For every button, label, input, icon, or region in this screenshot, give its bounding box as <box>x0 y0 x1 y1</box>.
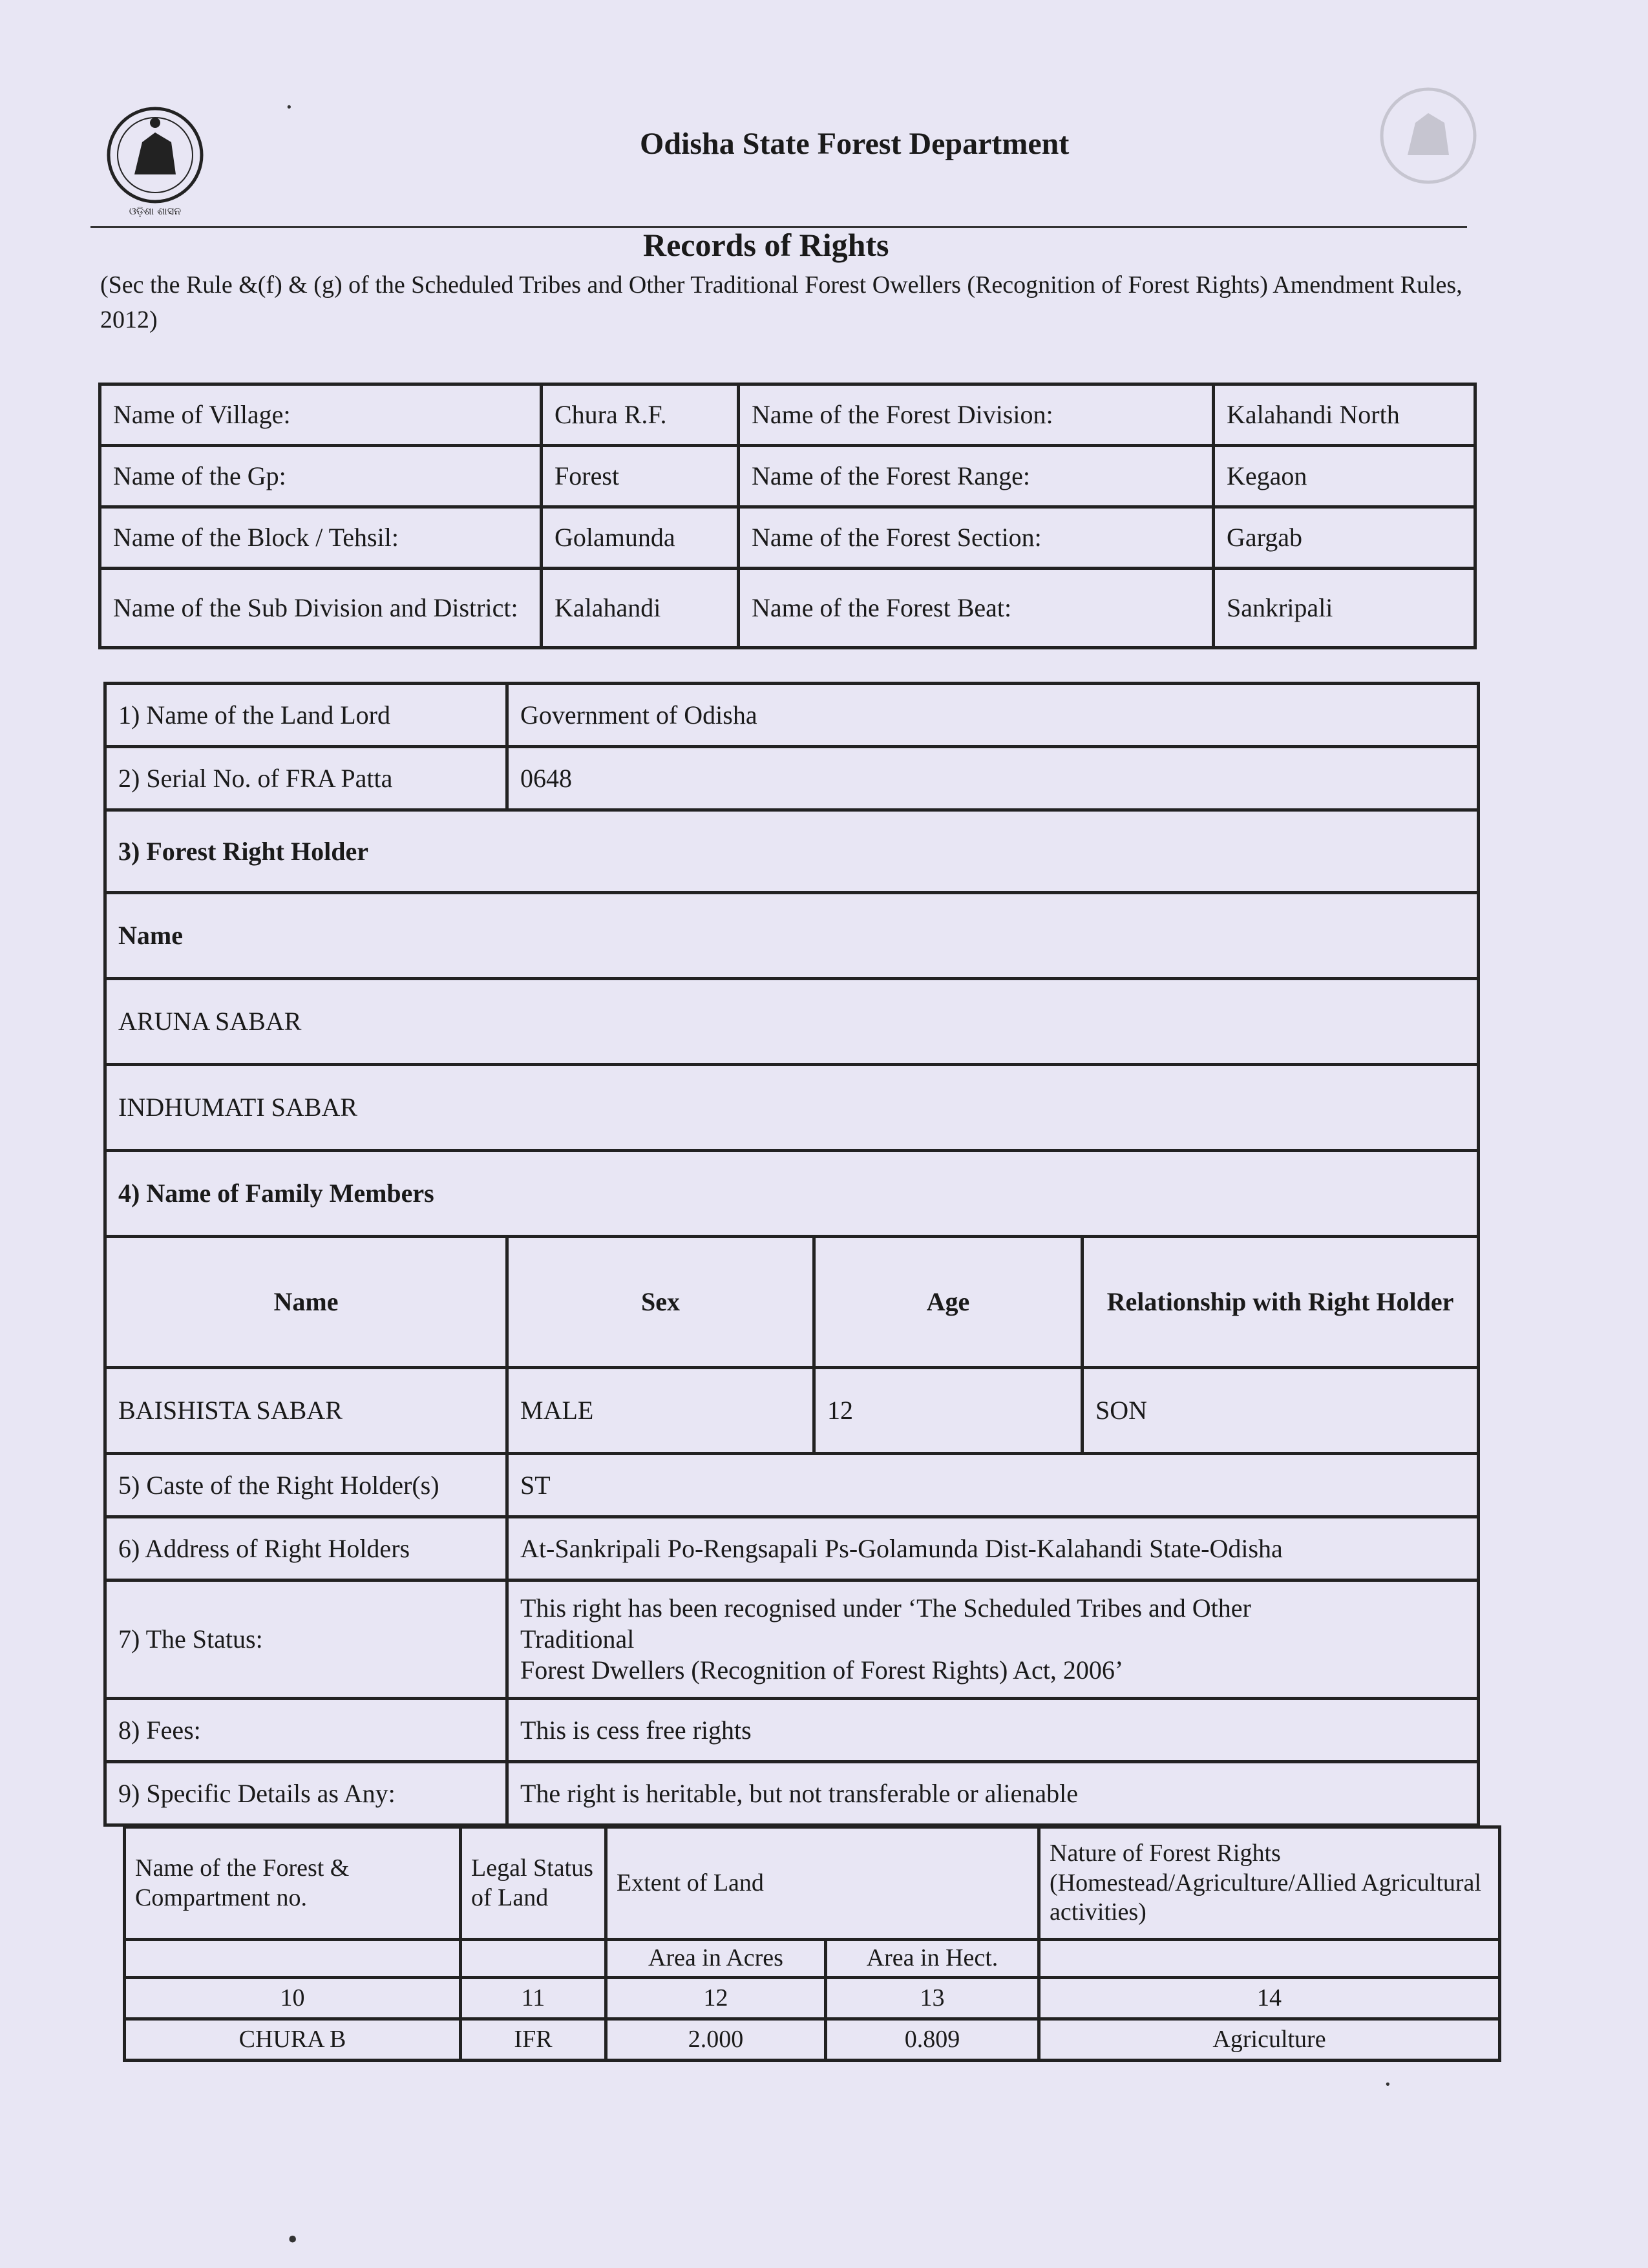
member-name: BAISHISTA SABAR <box>105 1368 507 1454</box>
num-acres: 12 <box>606 1978 826 2019</box>
table-row <box>125 1940 1500 1978</box>
status-line: This right has been recognised under ‘The Scheduled Tribes and Other <box>520 1593 1251 1622</box>
table-row <box>105 810 1479 893</box>
fees-value: This is cess free rights <box>507 1699 1479 1762</box>
table-row <box>105 747 1479 810</box>
col-legal: Legal Status of Land <box>461 1827 606 1940</box>
beat-label: Name of the Forest Beat: <box>739 569 1214 648</box>
table-row <box>105 1762 1479 1825</box>
table-row <box>105 684 1479 747</box>
specific-value: The right is heritable, but not transferable or alienable <box>507 1762 1479 1825</box>
table-row <box>105 893 1479 979</box>
caste-value: ST <box>507 1454 1479 1517</box>
table-row <box>125 2019 1500 2061</box>
table-row <box>100 569 1475 648</box>
sub-hect: Area in Hect. <box>826 1940 1039 1978</box>
empty-cell <box>1039 1940 1500 1978</box>
division-label: Name of the Forest Division: <box>739 384 1214 446</box>
subdiv-label: Name of the Sub Division and District: <box>100 569 542 648</box>
landlord-value: Government of Odisha <box>507 684 1479 747</box>
department-heading: Odisha State Forest Department <box>640 127 1070 161</box>
table-row <box>125 1978 1500 2019</box>
table-row <box>105 1580 1479 1699</box>
block-label: Name of the Block / Tehsil: <box>100 507 542 569</box>
village-label: Name of Village: <box>100 384 542 446</box>
family-col-age: Age <box>814 1237 1083 1368</box>
svg-text:ଓଡ଼ିଶା ଶାସନ: ଓଡ଼ିଶା ଶାସନ <box>129 205 182 217</box>
member-relationship: SON <box>1083 1368 1479 1454</box>
document-subtitle: (Sec the Rule &(f) & (g) of the Scheduled Tribes and Other Traditional Forest Owellers (Recognition of Forest Rights) Amendment Rules, 2012) <box>100 271 1463 333</box>
address-label: 6) Address of Right Holders <box>105 1517 507 1580</box>
num-hect: 13 <box>826 1978 1039 2019</box>
empty-cell <box>125 1940 461 1978</box>
table-row <box>105 1517 1479 1580</box>
table-row <box>100 446 1475 507</box>
table-row <box>105 1151 1479 1237</box>
table-row <box>105 1065 1479 1151</box>
nature-value: Agriculture <box>1039 2019 1500 2061</box>
table-row <box>105 979 1479 1065</box>
col-forest: Name of the Forest & Compartment no. <box>125 1827 461 1940</box>
family-heading: 4) Name of Family Members <box>105 1151 1479 1237</box>
caste-label: 5) Caste of the Right Holder(s) <box>105 1454 507 1517</box>
specific-label: 9) Specific Details as Any: <box>105 1762 507 1825</box>
landlord-label: 1) Name of the Land Lord <box>105 684 507 747</box>
member-age: 12 <box>814 1368 1083 1454</box>
holder-name: ARUNA SABAR <box>105 979 1479 1065</box>
range-label: Name of the Forest Range: <box>739 446 1214 507</box>
status-line: Forest Dwellers (Recognition of Forest Rights) Act, 2006’ <box>520 1655 1124 1685</box>
hect-value: 0.809 <box>826 2019 1039 2061</box>
table-row <box>105 1699 1479 1762</box>
location-table <box>98 383 1477 649</box>
empty-cell <box>461 1940 606 1978</box>
odisha-emblem-icon <box>103 103 207 220</box>
fees-label: 8) Fees: <box>105 1699 507 1762</box>
land-table <box>123 1825 1501 2062</box>
table-row <box>125 1827 1500 1940</box>
sub-acres: Area in Acres <box>606 1940 826 1978</box>
beat-value: Sankripali <box>1214 569 1475 648</box>
status-value <box>507 1580 1479 1699</box>
num-nature: 14 <box>1039 1978 1500 2019</box>
record-table <box>103 682 1480 1827</box>
village-value: Chura R.F. <box>542 384 739 446</box>
gp-value: Forest <box>542 446 739 507</box>
table-row <box>100 507 1475 569</box>
address-value: At-Sankripali Po-Rengsapali Ps-Golamunda Dist-Kalahandi State-Odisha <box>507 1517 1479 1580</box>
block-value: Golamunda <box>542 507 739 569</box>
col-extent: Extent of Land <box>606 1827 1039 1940</box>
family-col-name: Name <box>105 1237 507 1368</box>
serial-value: 0648 <box>507 747 1479 810</box>
faded-emblem-icon <box>1377 84 1480 200</box>
forest-value: CHURA B <box>125 2019 461 2061</box>
member-sex: MALE <box>507 1368 814 1454</box>
table-row <box>100 384 1475 446</box>
division-value: Kalahandi North <box>1214 384 1475 446</box>
num-legal: 11 <box>461 1978 606 2019</box>
table-row <box>105 1454 1479 1517</box>
status-line: Traditional <box>520 1624 635 1654</box>
subdiv-value: Kalahandi <box>542 569 739 648</box>
table-row <box>105 1368 1479 1454</box>
ink-speck: • <box>288 2223 298 2255</box>
serial-label: 2) Serial No. of FRA Patta <box>105 747 507 810</box>
holder-name: INDHUMATI SABAR <box>105 1065 1479 1151</box>
gp-label: Name of the Gp: <box>100 446 542 507</box>
section-label: Name of the Forest Section: <box>739 507 1214 569</box>
num-forest: 10 <box>125 1978 461 2019</box>
family-col-sex: Sex <box>507 1237 814 1368</box>
holder-heading: 3) Forest Right Holder <box>105 810 1479 893</box>
section-value: Gargab <box>1214 507 1475 569</box>
family-col-relationship: Relationship with Right Holder <box>1083 1237 1479 1368</box>
ink-speck: · <box>284 91 294 123</box>
col-nature: Nature of Forest Rights (Homestead/Agriculture/Allied Agricultural activities) <box>1039 1827 1500 1940</box>
acres-value: 2.000 <box>606 2019 826 2061</box>
range-value: Kegaon <box>1214 446 1475 507</box>
legal-value: IFR <box>461 2019 606 2061</box>
ink-speck: · <box>1383 2068 1393 2100</box>
table-row <box>105 1237 1479 1368</box>
name-heading: Name <box>105 893 1479 979</box>
document-title: Records of Rights <box>643 227 889 263</box>
status-label: 7) The Status: <box>105 1580 507 1699</box>
